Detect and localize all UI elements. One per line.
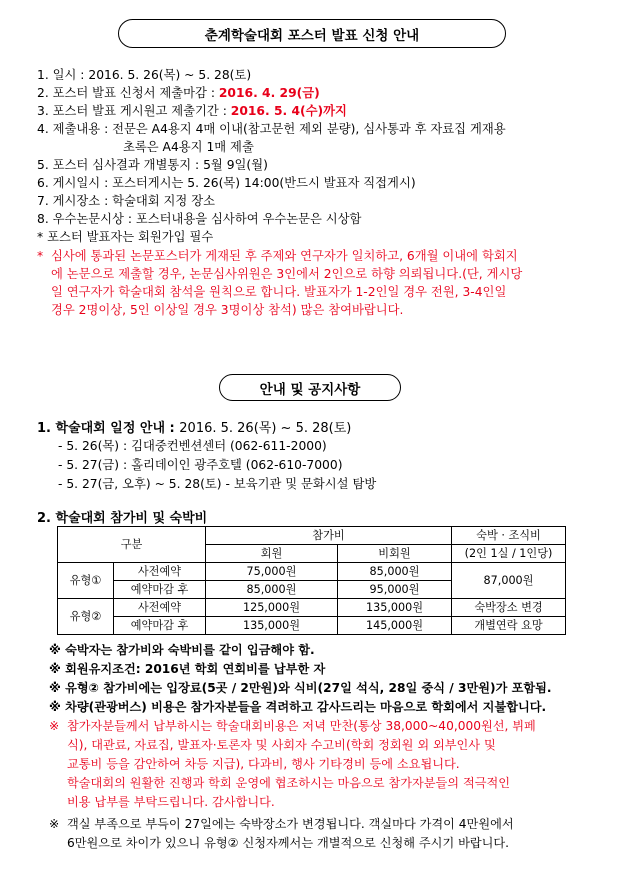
note-type2-included: ※ 유형② 참가비에는 입장료(5곳 / 2만원)와 식비(27일 석식, 28일 중식 / 3만원)가 포함됨.	[49, 681, 552, 695]
page-title: 춘계학술대회 포스터 발표 신청 안내	[118, 19, 506, 48]
lodging-cell: 개별연락 요망	[452, 617, 566, 635]
note-fee-usage-line: 참가자분들께서 납부하시는 학술대회비용은 저녁 만찬(통상 38,000~40,000원선, 뷔페	[67, 719, 536, 733]
note-fee-usage-line: 교통비 등을 감안하여 차등 지급), 다과비, 행사 기타경비 등에 소요됩니다.	[67, 757, 460, 771]
note-bus-cost: ※ 차량(관광버스) 비용은 참가자분들을 격려하고 감사드리는 마음으로 학회에서 지불합니다.	[49, 700, 547, 714]
fee-heading: 2. 학술대회 참가비 및 숙박비	[37, 511, 208, 526]
item-award: 8. 우수논문시상 : 포스터내용을 심사하여 우수논문은 시상함	[37, 212, 362, 226]
lodging-cell: 숙박장소 변경	[452, 599, 566, 617]
post-cell: 예약마감 후	[114, 617, 206, 635]
notice-star: *	[37, 249, 44, 263]
fee-cell: 75,000원	[206, 563, 338, 581]
item-membership-required: * 포스터 발표자는 회원가입 필수	[37, 230, 214, 244]
header-member: 회원	[206, 545, 338, 563]
note-fee-usage-line: 학술대회의 원활한 진행과 학회 운영에 협조하시는 마음으로 참가자분들의 적극적인	[67, 776, 511, 790]
header-fee: 참가비	[206, 527, 452, 545]
notice-line: 심사에 통과된 논문포스터가 게재된 후 주제와 연구자가 일치하고, 6개월 이내에 학회지	[51, 249, 518, 263]
notice-line: 경우 2명이상, 5인 이상일 경우 3명이상 참석) 많은 참여바랍니다.	[51, 303, 404, 317]
type2-cell: 유형②	[58, 599, 114, 635]
post-cell: 예약마감 후	[114, 581, 206, 599]
table-row	[58, 599, 566, 617]
table-row	[58, 527, 566, 545]
table-row	[58, 617, 566, 635]
type1-cell: 유형①	[58, 563, 114, 599]
item-posting-place: 7. 게시장소 : 학술대회 지정 장소	[37, 194, 215, 208]
pre-cell: 사전예약	[114, 563, 206, 581]
item-submission-period: 3. 포스터 발표 게시원고 제출기간 : 2016. 5. 4(수)까지	[37, 104, 347, 118]
note-fee-usage-line: 비용 납부를 부탁드립니다. 감사합니다.	[67, 795, 275, 809]
item-deadline: 2. 포스터 발표 신청서 제출마감 : 2016. 4. 29(금)	[37, 86, 320, 100]
notice-line: 에 논문으로 제출할 경우, 논문심사위원은 3인에서 2인으로 하향 의뢰됩니다.(단, 게시당	[51, 267, 523, 281]
fee-cell: 85,000원	[206, 581, 338, 599]
schedule-line: - 5. 27(금) : 홀리데이인 광주호텔 (062-610-7000)	[58, 458, 343, 472]
table-row	[58, 563, 566, 581]
item-submission-content: 4. 제출내용 : 전문은 A4용지 4매 이내(참고문헌 제외 분량), 심사통과 후 자료집 게재용	[37, 122, 506, 136]
pre-cell: 사전예약	[114, 599, 206, 617]
fee-cell: 95,000원	[338, 581, 452, 599]
note-membership: ※ 회원유지조건: 2016년 학회 연회비를 납부한 자	[49, 662, 326, 676]
item-posting-time: 6. 게시일시 : 포스터게시는 5. 26(목) 14:00(반드시 발표자 직접게시)	[37, 176, 416, 190]
note-room-change-line: 6만원으로 차이가 있으니 유형② 신청자께서는 개별적으로 신청해 주시기 바랍니다.	[67, 836, 510, 850]
note-fee-usage-line: 식), 대관료, 자료집, 발표자·토론자 및 사회자 수고비(학회 정회원 외 외부인사 및	[67, 738, 496, 752]
notice-line: 일 연구자가 학술대회 참석을 원칙으로 합니다. 발표자가 1-2인일 경우 전원, 3-4인일	[51, 285, 507, 299]
schedule-line: - 5. 27(금, 오후) ~ 5. 28(토) - 보육기관 및 문화시설 탐방	[58, 477, 377, 491]
note-room-change-line: 객실 부족으로 부득이 27일에는 숙박장소가 변경됩니다. 객실마다 가격이 4만원에서	[67, 817, 514, 831]
fee-cell: 145,000원	[338, 617, 452, 635]
lodging-cell: 87,000원	[452, 563, 566, 599]
fee-table	[57, 526, 566, 635]
note-mark: ※	[49, 719, 60, 733]
note-mark: ※	[49, 817, 60, 831]
item-submission-content-cont: 초록은 A4용지 1매 제출	[123, 140, 254, 154]
note-lodging-payment: ※ 숙박자는 참가비와 숙박비를 같이 입금해야 함.	[49, 643, 315, 657]
header-group: 구분	[58, 527, 206, 563]
header-nonmember: 비회원	[338, 545, 452, 563]
fee-cell: 135,000원	[338, 599, 452, 617]
header-lodging: 숙박 · 조식비	[452, 527, 566, 545]
fee-cell: 135,000원	[206, 617, 338, 635]
section-title: 안내 및 공지사항	[219, 374, 401, 401]
item-review-result: 5. 포스터 심사결과 개별통지 : 5월 9일(월)	[37, 158, 268, 172]
fee-cell: 125,000원	[206, 599, 338, 617]
fee-cell: 85,000원	[338, 563, 452, 581]
header-lodging-sub: (2인 1실 / 1인당)	[452, 545, 566, 563]
schedule-heading: 1. 학술대회 일정 안내 : 2016. 5. 26(목) ~ 5. 28(토)	[37, 421, 352, 436]
item-date: 1. 일시 : 2016. 5. 26(목) ~ 5. 28(토)	[37, 68, 252, 82]
schedule-line: - 5. 26(목) : 김대중컨벤션센터 (062-611-2000)	[58, 439, 327, 453]
